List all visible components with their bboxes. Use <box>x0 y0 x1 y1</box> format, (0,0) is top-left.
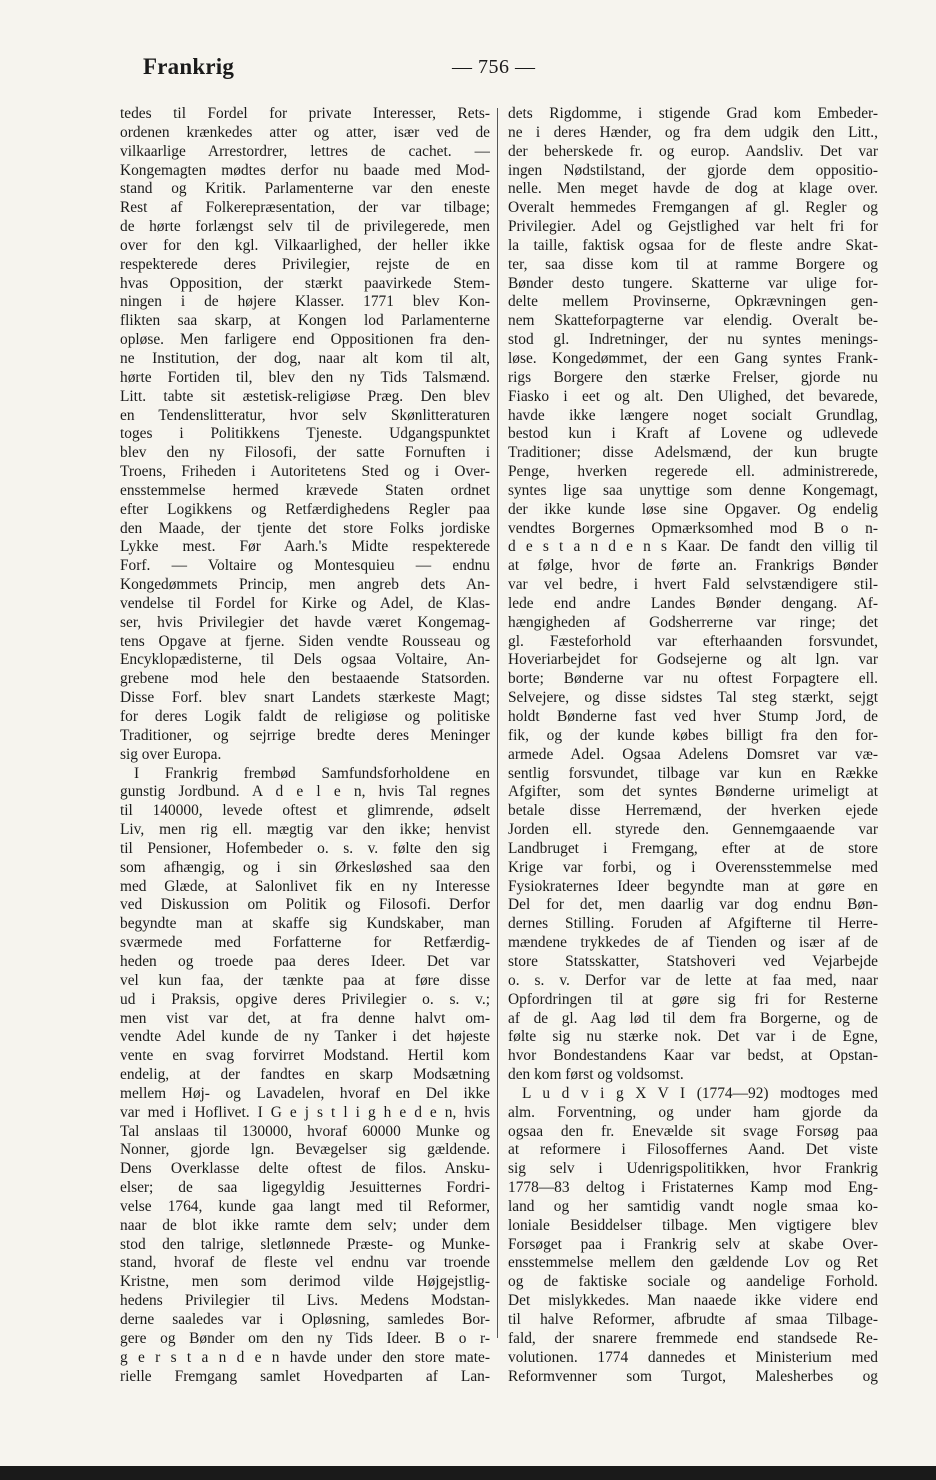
text-line: dernes Stilling. Foruden af Afgifterne til Herre- <box>508 915 878 933</box>
text-line: heden og troede paa deres Ideer. Det var <box>120 952 490 970</box>
text-line: toges i Politikkens Tjeneste. Udgangspunktet <box>120 425 490 443</box>
text-line: Liv, men rig ell. mægtig var den ikke; henvist <box>120 821 490 839</box>
text-line: ser, hvis Privilegier det havde været Kongemag- <box>120 613 490 631</box>
text-line: Penge, hverken regerede ell. administrerede, <box>508 463 878 481</box>
text-line: Troens, Friheden i Autoritetens Sted og i Over- <box>120 463 490 481</box>
text-line: d e s t a n d e n s Kaar. De fandt den villig til <box>508 538 878 556</box>
text-line: betale disse Herremænd, der hverken ejede <box>508 802 878 820</box>
text-line: vendtes Borgernes Opmærksomhed mod B o n- <box>508 519 878 537</box>
text-line: stod gl. Indretninger, der nu syntes menings- <box>508 331 878 349</box>
text-line: havde ikke længere noget socialt Grundlag, <box>508 406 878 424</box>
text-line: Litt. tabte sit æstetisk-religiøse Præg. Den blev <box>120 387 490 405</box>
text-line: vel kun faa, der tænkte paa at føre disse <box>120 971 490 989</box>
text-line: følte sig nu stærke nok. Det var i de Egne, <box>508 1028 878 1046</box>
text-line: flikten saa skarp, at Kongen lod Parlamenterne <box>120 312 490 330</box>
text-line: armede Adel. Ogsaa Adelens Domsret var væ- <box>508 745 878 763</box>
text-line: nelle. Men meget havde de dog at klage over. <box>508 180 878 198</box>
text-line: sværmede med Forfatterne for Retfærdig- <box>120 934 490 952</box>
text-line: den Maade, der tjente det store Folks jordiske <box>120 519 490 537</box>
text-line: holdt Bønderne fast ved hver Stump Jord, de <box>508 708 878 725</box>
text-line: Krige var forbi, og i Overensstemmelse med <box>508 858 878 876</box>
text-line: Fysiokraternes Ideer begyndte man at gøre en <box>508 877 878 895</box>
text-line: alm. Forventning, og under ham gjorde da <box>508 1103 878 1121</box>
column-divider <box>497 108 498 1338</box>
text-line: endelig, at der fandtes en skarp Modsætning <box>120 1066 490 1084</box>
text-line: at reformere i Filosoffernes Aand. Det viste <box>508 1141 878 1159</box>
text-line: store Statsskatter, Statshoveri ved Vejarbejde <box>508 952 878 970</box>
text-line: stand, hvoraf de fleste vel endnu var troende <box>120 1254 490 1272</box>
text-line: hvas Opposition, der stærkt paavirkede Stem- <box>120 274 490 292</box>
text-line: Traditioner, og sejrrige bredte deres Meninger <box>120 726 490 744</box>
text-line: Rest af Folkerepræsentation, der var tilbage; <box>120 199 490 217</box>
text-line: var vel bedre, i hvert Fald selvstændigere stil- <box>508 576 878 594</box>
text-line: hængigheden af Godsherrerne var ringe; det <box>508 613 878 631</box>
text-line: Traditioner; disse Adelsmænd, der kun brugte <box>508 444 878 462</box>
text-line: løse. Kongedømmet, der een Gang syntes Frank- <box>508 349 878 367</box>
text-line: ningen i de højere Klasser. 1771 blev Kon- <box>120 293 490 311</box>
text-line: borte; Bønderne var nu oftest Forpagtere ell. <box>508 670 878 688</box>
text-line: en Tendenslitteratur, hvor selv Skønlitteraturen <box>120 406 490 424</box>
text-line: sig over Europa. <box>120 745 222 763</box>
text-line: ne Institution, der dog, naar alt kom til alt, <box>120 349 490 367</box>
text-line: Nonner, gjorde lgn. Bevægelser sig gældende. <box>120 1141 490 1159</box>
text-line: Lykke mest. Før Aarh.'s Midte respekterede <box>120 538 490 556</box>
text-line: ensstemmelse hermed krævede Staten ordnet <box>120 481 490 499</box>
text-line: o. s. v. Derfor var de lette at faa med, naar <box>508 971 878 989</box>
left-text-column <box>120 105 490 1386</box>
text-line: efter Logikkens og Retfærdighedens Regler paa <box>120 500 490 518</box>
text-line: rielle Fremgang samlet Hovedparten af Lan- <box>120 1367 490 1385</box>
text-line: ter, saa disse kom til at ramme Borgere og <box>508 255 878 273</box>
text-line: Selvejere, og disse sidstes Tal steg stærkt, sejgt <box>508 689 878 707</box>
text-line: elser; de saa ligegyldig Jesuitternes Fordri- <box>120 1179 490 1197</box>
text-line: tens Opgave at fjerne. Siden vendte Rousseau og <box>120 632 490 650</box>
text-line: delte mellem Provinserne, Opkrævningen gen- <box>508 293 878 311</box>
text-line: Bønder desto tungere. Skatterne var ulige for- <box>508 274 878 292</box>
text-line: tedes til Fordel for private Interesser, Rets- <box>120 105 490 122</box>
text-line: Kongedømmets Princip, men angreb dets An- <box>120 576 490 594</box>
text-line: mændene trykkedes de af Tienden og især af de <box>508 934 878 952</box>
page-number: — 756 — <box>452 56 536 78</box>
text-line: derne saaledes var i Opløsning, samledes Bor- <box>120 1311 490 1328</box>
text-line: Encyklopædisterne, til Dels ogsaa Voltaire, An- <box>120 651 490 669</box>
text-line: over for den kgl. Vilkaarlighed, der heller ikke <box>120 236 490 254</box>
text-line: sig selv i Udenrigspolitikken, hvor Frankrig <box>508 1160 878 1178</box>
text-line: Opfordringen til at gøre sig fri for Resterne <box>508 990 878 1008</box>
text-line: ordenen krænkedes atter og atter, især ved de <box>120 123 490 141</box>
text-line: som afhængig, og i sin Ørkesløshed saa den <box>120 858 490 876</box>
text-line: 1778—83 deltog i Fristaternes Kamp mod Eng- <box>508 1179 878 1197</box>
text-line: bestod kun i Kraft af Lovene og udlevede <box>508 425 878 443</box>
text-line: blev den ny Filosofi, der satte Fornuften i <box>120 444 490 462</box>
text-line: sentlig forsvundet, tilbage var kun en Række <box>508 764 878 782</box>
text-line: Kongemagten mødtes derfor nu baade med Mod- <box>120 161 490 179</box>
text-line: men vist var det, at fra denne halvt om- <box>120 1009 490 1027</box>
text-line: Landbruget i Fremgang, efter at de store <box>508 839 878 857</box>
text-line: Hoveriarbejdet for Godsejerne og alt lgn. var <box>508 651 878 669</box>
text-line: I Frankrig frembød Samfundsforholdene en <box>134 764 490 782</box>
text-line: stod den talrige, sletlønnede Præste- og Munke- <box>120 1235 490 1253</box>
text-line: gunstig Jordbund. A d e l e n, hvis Tal regnes <box>120 783 490 801</box>
text-line: Forsøget paa i Frankrig selv at skabe Over- <box>508 1235 878 1253</box>
right-text-column <box>508 105 878 1386</box>
text-line: af de gl. Aag lød til dem fra Borgerne, og de <box>508 1009 878 1027</box>
text-line: loniale Besiddelser tilbage. Men vigtigere blev <box>508 1216 878 1234</box>
scan-bottom-edge <box>0 1466 936 1480</box>
text-line: med Glæde, at Salonlivet fik en ny Interesse <box>120 877 490 895</box>
text-line: opløse. Men farligere end Oppositionen fra den- <box>120 331 490 349</box>
text-line: Del for det, men daarlig var dog endnu Bøn- <box>508 896 878 914</box>
text-line: vendte Adel kunde de ny Tanker i det højeste <box>120 1028 490 1046</box>
text-line: Kristne, men som derimod vilde Højgejstlig- <box>120 1273 490 1291</box>
text-line: var med i Hoflivet. I G e j s t l i g h e d e n, hvis <box>120 1103 490 1121</box>
text-line: dets Rigdomme, i stigende Grad kom Embeder- <box>508 105 878 122</box>
text-line: Tal anslaas til 130000, hvoraf 60000 Munke og <box>120 1122 490 1140</box>
text-line: vilkaarlige Arrestordrer, lettres de cachet. — <box>120 142 490 160</box>
text-line: stand og Kritik. Parlamenterne var den eneste <box>120 180 490 198</box>
text-line: syntes lige saa unyttige som denne Kongemagt, <box>508 481 878 499</box>
text-line: ud i Praksis, opgive deres Privilegier o. s. v.; <box>120 990 490 1008</box>
text-line: Forf. — Voltaire og Montesquieu — endnu <box>120 557 490 575</box>
text-line: Disse Forf. blev snart Landets stærkeste Magt; <box>120 689 490 707</box>
text-line: gere og Bønder om den ny Tids Ideer. B o r- <box>120 1329 490 1347</box>
text-line: ved Diskussion om Politik og Filosofi. Derfor <box>120 896 490 914</box>
text-line: ogsaa den fr. Enevælde sit svage Forsøg paa <box>508 1122 878 1140</box>
text-line: volutionen. 1774 dannedes et Ministerium med <box>508 1348 878 1366</box>
text-line: Det mislykkedes. Man naaede ikke videre end <box>508 1292 878 1310</box>
running-header-title: Frankrig <box>143 54 235 79</box>
text-line: for deres Logik faldt de religiøse og politiske <box>120 708 490 725</box>
text-line: la taille, faktisk ogsaa for de fleste andre Skat- <box>508 236 878 254</box>
text-line: grebene mod hele den bestaaende Statsorden. <box>120 670 490 688</box>
text-line: hvor Bondestandens Kaar var bedst, at Opstan- <box>508 1047 878 1065</box>
text-line: velse 1764, kunde gaa langt med til Reformer, <box>120 1197 490 1215</box>
text-line: der beherskede fr. og europ. Aandsliv. Det var <box>508 142 878 160</box>
text-line: ensstemmelse mellem den gældende Lov og Ret <box>508 1254 878 1272</box>
text-line: L u d v i g X V I (1774—92) modtoges med <box>522 1084 878 1102</box>
text-line: Privilegier. Adel og Gejstlighed var helt fri for <box>508 218 878 236</box>
text-line: til halve Reformer, afbrudte af smaa Tilbage- <box>508 1311 878 1328</box>
text-line: og de faktiske sociale og aandelige Forhold. <box>508 1273 878 1291</box>
text-line: fald, der snarere fremmede end standsede Re- <box>508 1329 878 1347</box>
text-line: land og her samtidig vandt nogle smaa ko- <box>508 1197 878 1215</box>
text-line: begyndte man at skaffe sig Kundskaber, man <box>120 915 490 933</box>
text-line: naar de blot ikke ramte dem selv; under dem <box>120 1216 490 1234</box>
text-line: hørte Fortiden til, blev den ny Tids Talsmænd. <box>120 368 490 386</box>
text-line: rigs Borgere den stærke Frelser, gjorde nu <box>508 368 878 386</box>
text-line: Afgifter, som det syntes Bønderne urimeligt at <box>508 783 878 801</box>
text-line: Dens Overklasse delte oftest de filos. Ansku- <box>120 1160 490 1178</box>
text-line: til Pensioner, Hofembeder o. s. v. følte den sig <box>120 839 490 857</box>
text-line: fik, og der kunde købes billigt fra den for- <box>508 726 878 744</box>
text-line: gl. Fæsteforhold var efterhaanden forsvundet, <box>508 632 878 650</box>
text-line: den kom først og voldsomst. <box>508 1066 684 1084</box>
text-line: respekterede deres Privilegier, rejste de en <box>120 255 490 273</box>
text-line: nem Skatteforpagterne var elendig. Overalt be- <box>508 312 878 330</box>
text-line: hedens Privilegier til Livs. Medens Modstan- <box>120 1292 490 1310</box>
text-line: til 140000, levede oftest et glimrende, ødselt <box>120 802 490 820</box>
text-line: vendelse til Fordel for Kirke og Adel, de Klas- <box>120 594 490 612</box>
text-line: g e r s t a n d e n havde under den store mate- <box>120 1348 490 1366</box>
text-line: mellem Høj- og Lavadelen, hvoraf en Del ikke <box>120 1084 490 1102</box>
text-line: at følge, hvor de førte an. Frankrigs Bønder <box>508 557 878 575</box>
text-line: Jorden ell. styrede den. Gennemgaaende var <box>508 821 878 839</box>
text-line: Overalt hemmedes Fremgangen af gl. Regler og <box>508 199 878 217</box>
text-line: vente en svag forvirret Modstand. Hertil kom <box>120 1047 490 1065</box>
text-line: der ikke kunde løse sine Opgaver. Og endelig <box>508 500 878 518</box>
text-line: Reformvenner som Turgot, Malesherbes og <box>508 1367 878 1385</box>
text-line: ingen Nødstilstand, der gjorde dem oppositio- <box>508 161 878 179</box>
text-line: lede end andre Landes Bønder dengang. Af- <box>508 594 878 612</box>
text-line: ne i deres Hænder, og fra dem udgik den Litt., <box>508 123 878 141</box>
text-line: Fiasko i eet og alt. Den Ulighed, det bevarede, <box>508 387 878 405</box>
text-line: de hørte forlængst selv til de privilegerede, men <box>120 218 490 236</box>
